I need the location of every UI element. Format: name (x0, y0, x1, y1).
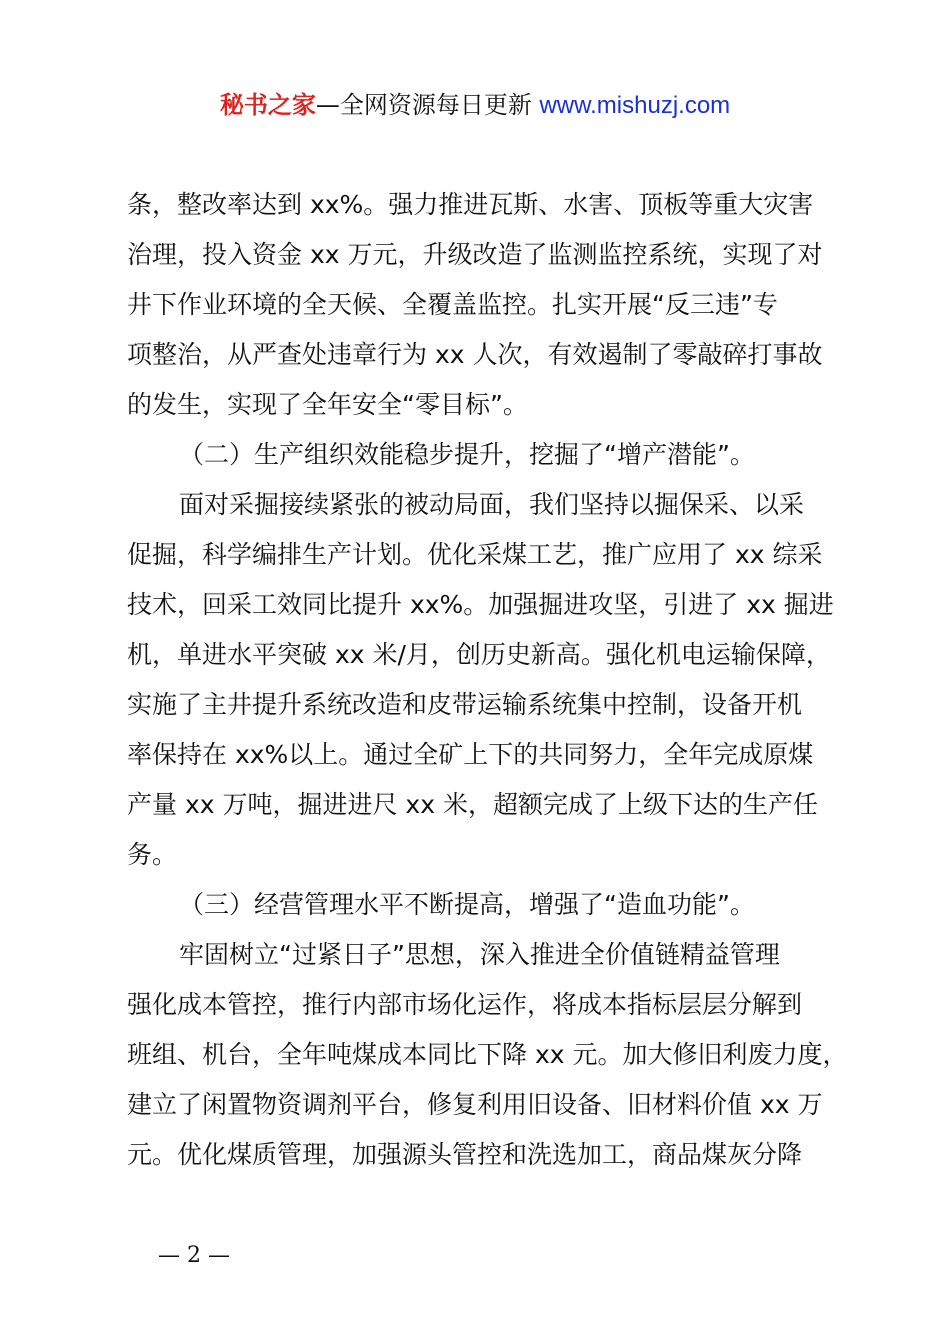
text-line: 元。优化煤质管理，加强源头管控和洗选加工，商品煤灰分降 (127, 1140, 803, 1169)
text-line: 条，整改率达到 xx%。强力推进瓦斯、水害、顶板等重大灾害 (127, 190, 814, 219)
text-line: 机，单进水平突破 xx 米/月，创历史新高。强化机电运输保障， (127, 640, 831, 669)
text-line: 井下作业环境的全天候、全覆盖监控。扎实开展“反三违”专 (127, 290, 778, 319)
site-header (0, 88, 950, 123)
text-line: 产量 xx 万吨，掘进进尺 xx 米，超额完成了上级下达的生产任 (127, 790, 818, 819)
text-line: 的发生，实现了全年安全“零目标”。 (127, 390, 528, 419)
site-tagline: —全网资源每日更新 (315, 91, 532, 119)
section-heading-3: （三）经营管理水平不断提高，增强了“造血功能”。 (179, 890, 755, 919)
section-heading-2: （二）生产组织效能稳步提升，挖掘了“增产潜能”。 (179, 440, 755, 469)
text-line: 建立了闲置物资调剂平台，修复利用旧设备、旧材料价值 xx 万 (127, 1090, 823, 1119)
text-line: 项整治，从严查处违章行为 xx 人次，有效遏制了零敲碎打事故 (127, 340, 823, 369)
text-line: 务。 (127, 840, 178, 869)
text-line: 强化成本管控，推行内部市场化运作，将成本指标层层分解到 (127, 990, 803, 1019)
text-line: 技术，回采工效同比提升 xx%。加强掘进攻坚，引进了 xx 掘进 (127, 590, 834, 619)
document-body (127, 180, 848, 1180)
page-number: — 2 — (158, 1243, 230, 1268)
paragraph-start: 牢固树立“过紧日子”思想，深入推进全价值链精益管理 (179, 940, 780, 969)
brand-name: 秘书之家 (219, 91, 316, 119)
text-line: 治理，投入资金 xx 万元，升级改造了监测监控系统，实现了对 (127, 240, 823, 269)
site-url-link[interactable]: www.mishuzj.com (539, 92, 731, 119)
text-line: 促掘，科学编排生产计划。优化采煤工艺，推广应用了 xx 综采 (127, 540, 823, 569)
text-line: 实施了主井提升系统改造和皮带运输系统集中控制，设备开机 (127, 690, 803, 719)
text-line: 班组、机台，全年吨煤成本同比下降 xx 元。加大修旧利废力度， (127, 1040, 848, 1069)
paragraph-start: 面对采掘接续紧张的被动局面，我们坚持以掘保采、以采 (179, 490, 805, 519)
text-line: 率保持在 xx%以上。通过全矿上下的共同努力，全年完成原煤 (127, 740, 814, 769)
